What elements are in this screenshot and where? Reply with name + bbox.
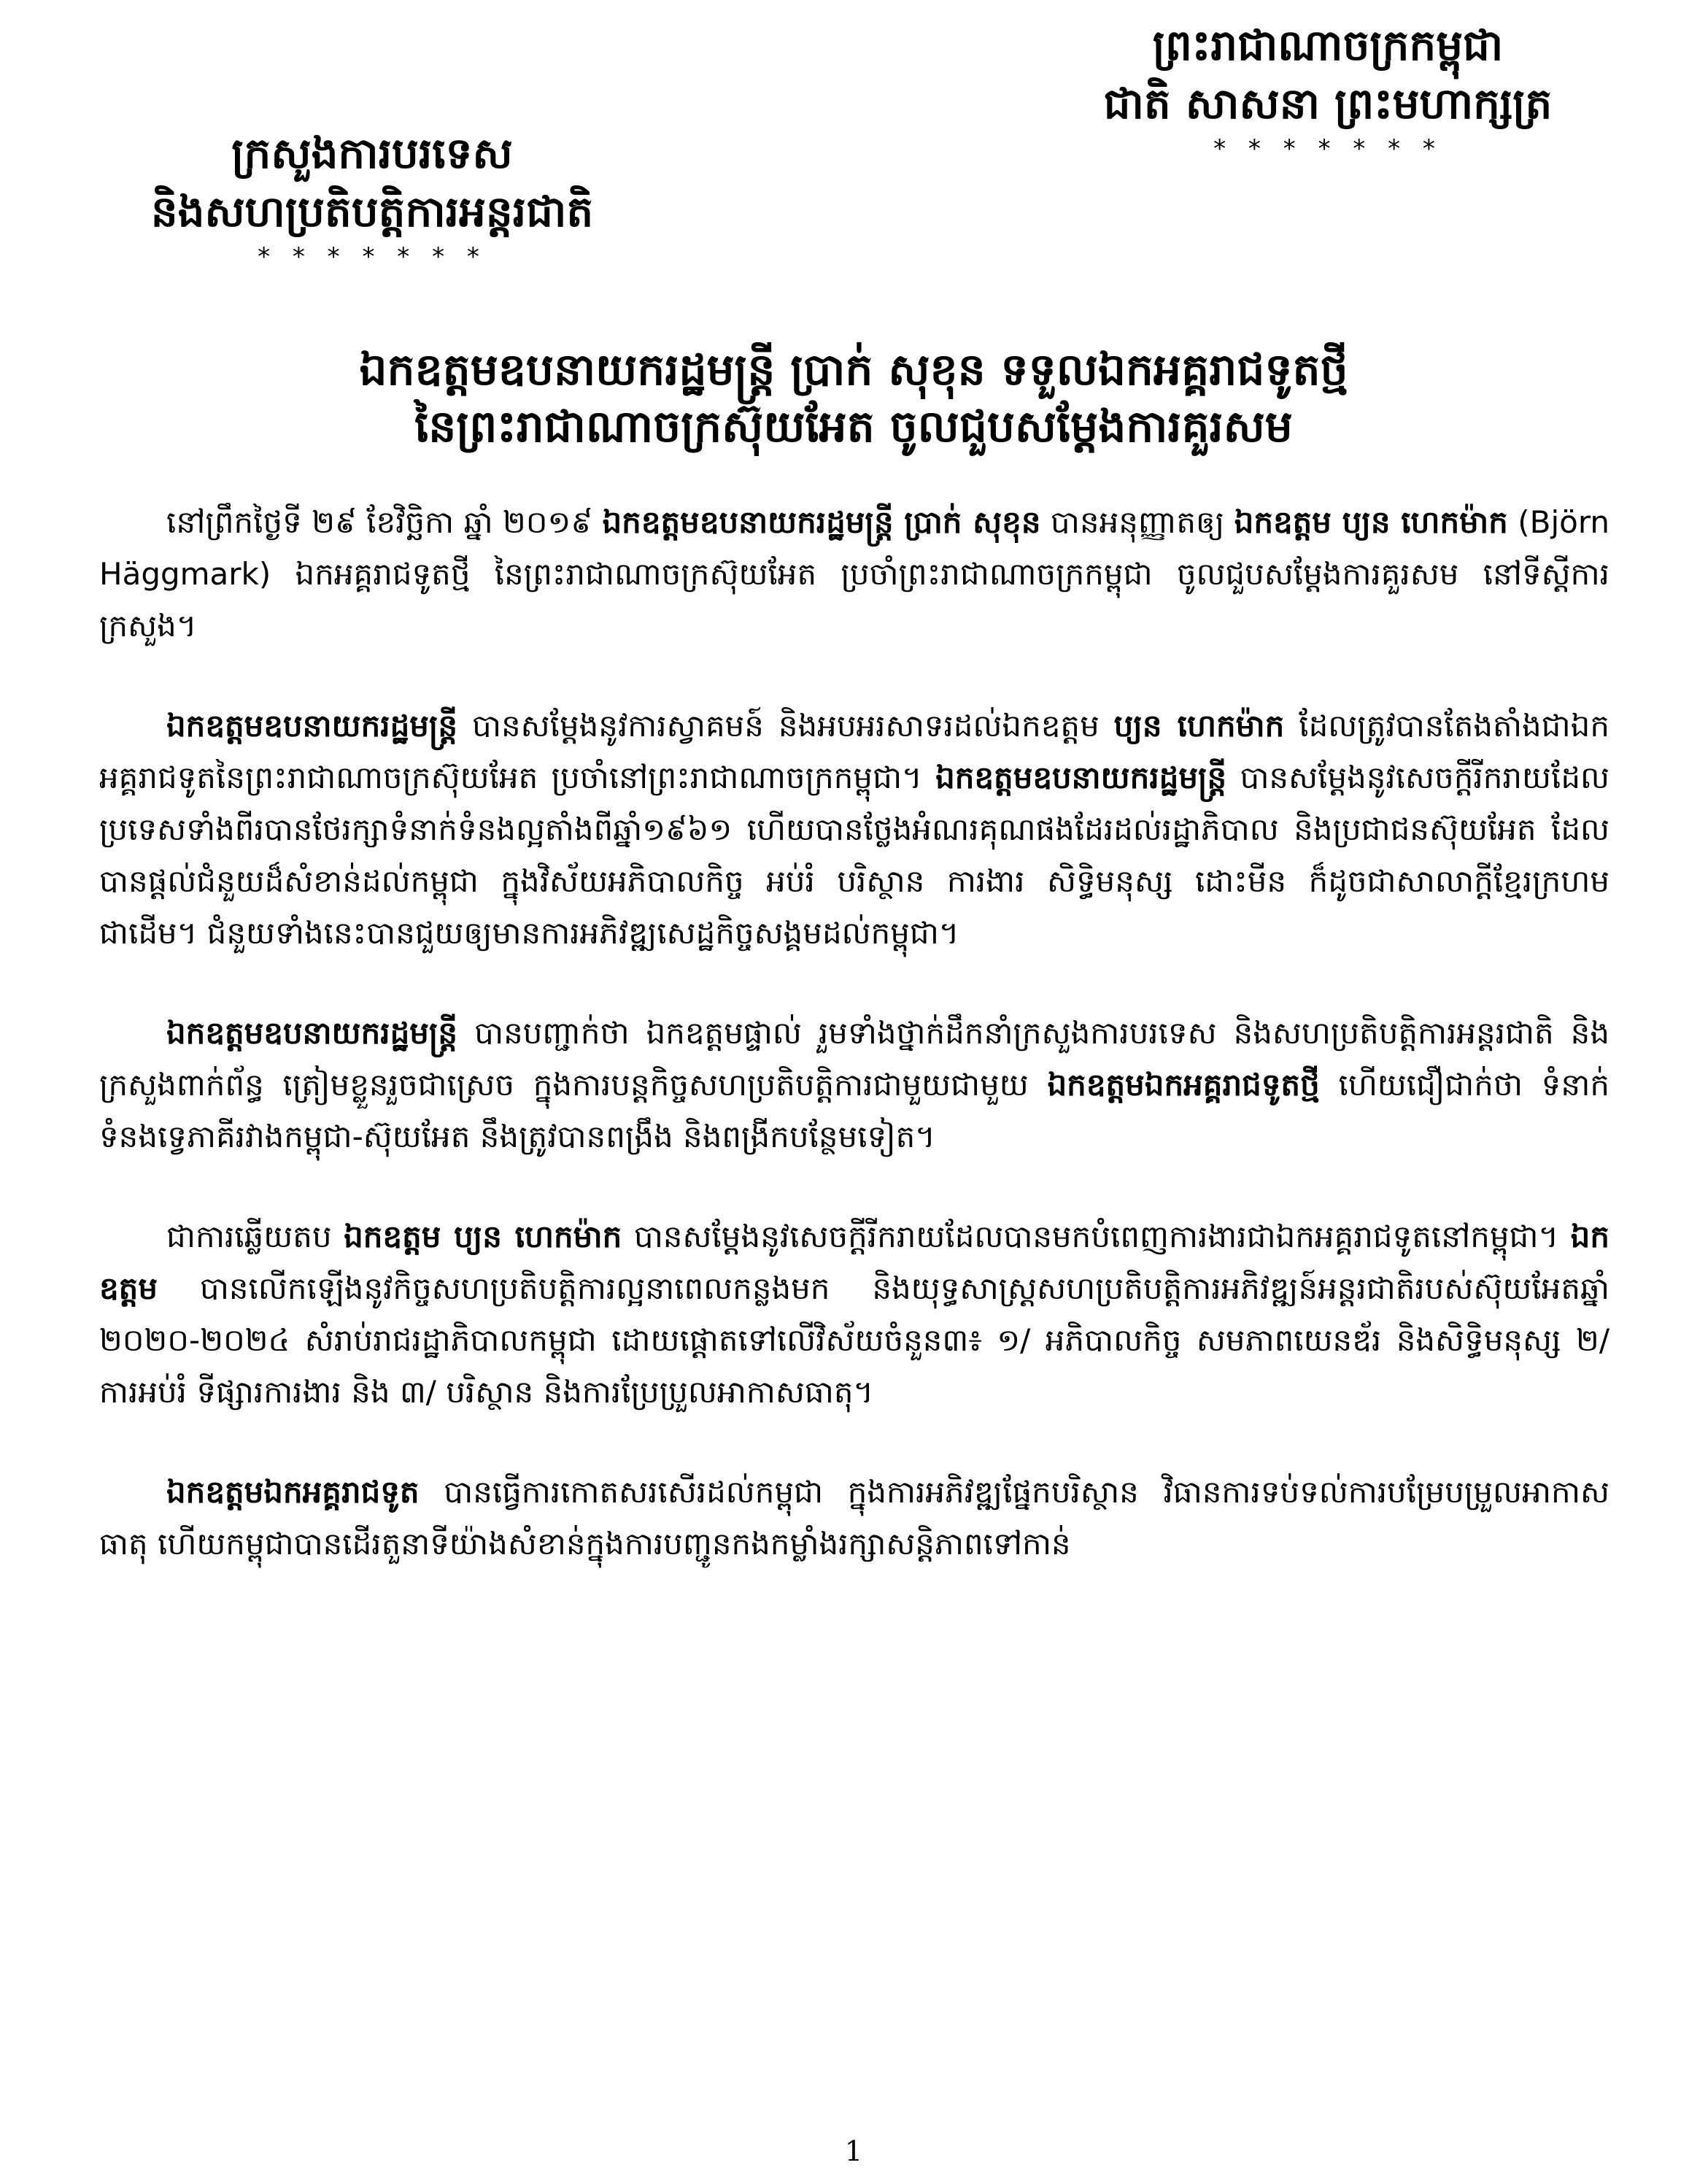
- paragraph-2: [99, 700, 1610, 959]
- ministry-stars-divider: * * * * * * *: [258, 242, 487, 271]
- paragraph-text: បានលើកឡើងនូវកិច្ចសហប្រតិបត្តិការល្អនាពេលកន្លងមក និងយុទ្ធសាស្ត្រសហប្រតិបត្តិការអភិវឌ្ឍន៍អន្តរជាតិរបស់ស៊ុយអែតឆ្នាំ ២០២០-២០២៤ សំរាប់រាជរដ្ឋាភិបាលកម្ពុជា ដោយផ្តោតទៅលើវិស័យចំនួន៣៖ ១/ អភិបាលកិច្ច សមភាពយេនឌ័រ និងសិទ្ធិមនុស្ស ២/ ការអប់រំ ទីផ្សារការងារ និង ៣/ បរិស្ថាន និងការប្រែប្រួលអាកាសធាតុ។: [99, 1270, 1610, 1410]
- ministry-name-line2: និងសហប្រតិបត្តិការអន្តរជាតិ: [150, 187, 594, 236]
- paragraph-text: នៅព្រឹកថ្ងៃទី ២៩ ខែវិច្ឆិកា ឆ្នាំ ២០១៩: [166, 504, 603, 540]
- national-motto: ជាតិ សាសនា ព្រះមហាក្សត្រ: [1103, 79, 1553, 128]
- paragraph-text: បានសម្តែងនូវសេចក្តីរីករាយដែលប្រទេសទាំងពីរបានថែរក្សាទំនាក់ទំនងល្អតាំងពីឆ្នាំ១៩៦១ ហើយបានថ្លែងអំណរគុណផងដែរដល់រដ្ឋាភិបាល និងប្រជាជនស៊ុយអែត ដែលបានផ្តល់ជំនួយដ៏សំខាន់ដល់កម្ពុជា ក្នុងវិស័យអភិបាលកិច្ច អប់រំ បរិស្ថាន ការងារ សិទ្ធិមនុស្ស ដោះមីន ក៏ដូចជាសាលាក្តីខ្មែរក្រហមជាដើម។ ជំនួយទាំងនេះបានជួយឲ្យមានការអភិវឌ្ឍសេដ្ឋកិច្ចសង្គមដល់កម្ពុជា។: [99, 760, 1610, 951]
- paragraph-text: ហើយជឿជាក់ថា ទំនាក់ទំនងទ្វេភាគីរវាងកម្ពុជា-ស៊ុយអែត នឹងត្រូវបានពង្រឹង និងពង្រីកបន្ថែមទៀត។: [99, 1067, 1610, 1154]
- bold-name: ឯកឧត្តមឧបនាយករដ្ឋមន្ត្រី ប្រាក់ សុខុន: [602, 504, 1041, 540]
- paragraph-text: បានធ្វើការកោតសរសើរដល់កម្ពុជា ក្នុងការអភិវឌ្ឍផ្នែកបរិស្ថាន វិធានការទប់ទល់ការបម្រែបម្រួលអាកាសធាតុ ហើយកម្ពុជាបានដើរតួនាទីយ៉ាងសំខាន់ក្នុងការបញ្ជូនកងកម្លាំងរក្សាសន្តិភាពទៅកាន់: [99, 1474, 1610, 1562]
- bold-name: ឯកឧត្តម ប្យន ហេកម៉ាក: [344, 1219, 622, 1254]
- bold-name: ឯកឧត្តមឧបនាយករដ្ឋមន្ត្រី: [935, 760, 1227, 795]
- paragraph-text: បានបញ្ជាក់ថា ឯកឧត្តមផ្ទាល់ រួមទាំងថ្នាក់ដឹកនាំក្រសួងការបរទេស និងសហប្រតិបត្តិការអន្តរជាតិ និងក្រសួងពាក់ព័ន្ធ ត្រៀមខ្លួនរួចជាស្រេច ក្នុងការបន្តកិច្ចសហប្រតិបត្តិការជាមួយជាមួយ: [99, 1015, 1610, 1103]
- paragraph-text: បានសម្តែងនូវការស្វាគមន៍ និងអបអរសាទរដល់ឯកឧត្តម: [457, 708, 1114, 744]
- paragraph-text: (Björn Häggmark) ឯកអគ្គរាជទូតថ្មី នៃព្រះរាជាណាចក្រស៊ុយអែត ប្រចាំព្រះរាជាណាចក្រកម្ពុជា ចូលជួបសម្តែងការគួរសម នៅទីស្តីការក្រសួង។: [99, 504, 1610, 644]
- paragraph-text: ជាការឆ្លើយតប: [166, 1219, 344, 1254]
- paragraph-1: [99, 496, 1610, 652]
- bold-name: ឯកឧត្តមឯកអគ្គរាជទូត: [166, 1474, 420, 1510]
- ministry-name-line1: ក្រសួងការបរទេស: [231, 128, 513, 178]
- paragraph-3: [99, 1007, 1610, 1162]
- kingdom-stars-divider: * * * * * * *: [1213, 134, 1442, 163]
- paragraph-4: [99, 1211, 1610, 1418]
- bold-name: ឯកឧត្តម ប្យន ហេកម៉ាក: [1234, 504, 1508, 540]
- kingdom-header: [1065, 16, 1591, 165]
- headline-line1: ឯកឧត្តមឧបនាយករដ្ឋមន្ត្រី ប្រាក់ សុខុន ទទួលឯកអគ្គរាជទូតថ្មី: [359, 344, 1348, 395]
- bold-name: ប្យន ហេកម៉ាក: [1113, 708, 1285, 744]
- article-body: [99, 496, 1610, 1618]
- bold-name: ឯកឧត្តម: [99, 1219, 1610, 1306]
- paragraph-text: ដែលត្រូវបានតែងតាំងជាឯកអគ្គរាជទូតនៃព្រះរាជាណាចក្រស៊ុយអែត ប្រចាំនៅព្រះរាជាណាចក្រកម្ពុជា។: [99, 708, 1610, 795]
- headline-line2: នៃព្រះរាជាណាចក្រស៊ុយអែត ចូលជួបសម្តែងការគួរសម: [414, 401, 1293, 452]
- page-number: 1: [844, 2135, 863, 2167]
- paragraph-text: បានសម្តែងនូវសេចក្តីរីករាយដែលបានមកបំពេញការងារជាឯកអគ្គរាជទូតនៅកម្ពុជា។: [622, 1219, 1571, 1254]
- kingdom-title: ព្រះរាជាណាចក្រកម្ពុជា: [1152, 20, 1504, 70]
- bold-name: ឯកឧត្តមឯកអគ្គរាជទូតថ្មី: [1047, 1067, 1320, 1103]
- bold-name: ឯកឧត្តមឧបនាយករដ្ឋមន្ត្រី: [166, 708, 458, 744]
- paragraph-5: [99, 1466, 1610, 1570]
- ministry-header: [58, 124, 686, 273]
- paragraph-text: បានអនុញ្ញាតឲ្យ: [1040, 504, 1234, 540]
- bold-name: ឯកឧត្តមឧបនាយករដ្ឋមន្ត្រី: [166, 1015, 458, 1051]
- press-release-headline: [88, 342, 1620, 455]
